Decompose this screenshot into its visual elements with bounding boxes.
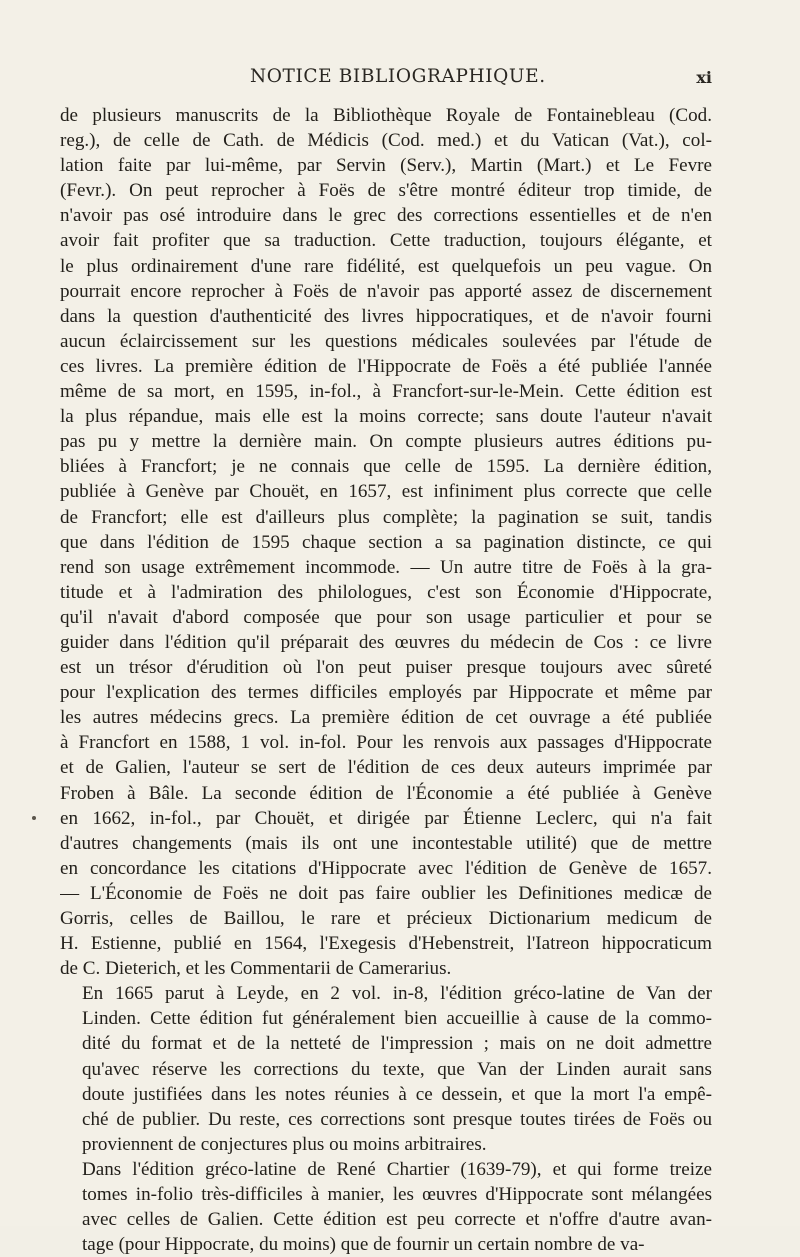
text-line: à Francfort en 1588, 1 vol. in-fol. Pour les renvois aux passages d'Hippocrate <box>60 732 712 754</box>
text-line: n'avoir pas osé introduire dans le grec des corrections essentielles et de n'en <box>60 205 712 227</box>
text-line: avec celles de Galien. Cette édition est peu correcte et n'offre d'autre avan- <box>82 1209 712 1231</box>
text-line: reg.), de celle de Cath. de Médicis (Cod. med.) et du Vatican (Vat.), col- <box>60 130 712 152</box>
text-line: En 1665 parut à Leyde, en 2 vol. in-8, l'édition gréco-latine de Van der <box>82 983 712 1005</box>
page-number: xi <box>696 68 712 87</box>
text-line: de C. Dieterich, et les Commentarii de Camerarius. <box>60 958 452 980</box>
text-line: dité du format et de la netteté de l'impression ; mais on ne doit admettre <box>82 1033 712 1055</box>
text-line: même de sa mort, en 1595, in-fol., à Francfort-sur-le-Mein. Cette édition est <box>60 381 712 403</box>
text-line: est un trésor d'érudition où l'on peut puiser presque toujours avec sûreté <box>60 657 712 679</box>
text-line: qu'il n'avait d'abord composée que pour son usage particulier et pour se <box>60 606 712 628</box>
text-line: guider dans l'édition qu'il préparait des œuvres du médecin de Cos : ce livre <box>60 631 712 653</box>
text-line: avoir fait profiter que sa traduction. Cette traduction, toujours élégante, et <box>60 230 712 252</box>
text-line: pourrait encore reprocher à Foës de n'avoir pas apporté assez de discernement <box>60 280 712 302</box>
text-line: — L'Économie de Foës ne doit pas faire oublier les Definitiones medicæ de <box>60 882 712 904</box>
text-line: en concordance les citations d'Hippocrate avec l'édition de Genève de 1657. <box>60 857 712 879</box>
text-line: les autres médecins grecs. La première édition de cet ouvrage a été publiée <box>60 707 712 729</box>
text-line: en 1662, in-fol., par Chouët, et dirigée par Étienne Leclerc, qui n'a fait <box>60 807 712 829</box>
text-line: titude et à l'admiration des philologues, c'est son Économie d'Hippocrate, <box>60 581 712 603</box>
text-line: de Francfort; elle est d'ailleurs plus complète; la pagination se suit, tandis <box>60 506 712 528</box>
text-line: ché de publier. Du reste, ces corrections sont presque toutes tirées de Foës ou <box>82 1108 712 1130</box>
text-line: aucun éclaircissement sur les questions médicales soulevées par l'étude de <box>60 330 712 352</box>
text-line: pas pu y mettre la dernière main. On compte plusieurs autres éditions pu- <box>60 431 712 453</box>
text-line: dans la question d'authenticité des livres hippocratiques, et de n'avoir fourni <box>60 305 712 327</box>
text-line: (Fevr.). On peut reprocher à Foës de s'être montré éditeur trop timide, de <box>60 180 712 202</box>
paragraph <box>60 103 712 981</box>
paragraph <box>60 981 712 1157</box>
text-line: ces livres. La première édition de l'Hippocrate de Foës a été publiée l'année <box>60 355 712 377</box>
text-line: la plus répandue, mais elle est la moins correcte; sans doute l'auteur n'avait <box>60 406 712 428</box>
text-line: Dans l'édition gréco-latine de René Chartier (1639-79), et qui forme treize <box>82 1158 712 1180</box>
text-line: de plusieurs manuscrits de la Bibliothèque Royale de Fontainebleau (Cod. <box>60 105 712 126</box>
text-line: lation faite par lui-même, par Servin (Serv.), Martin (Mart.) et Le Fevre <box>60 155 712 177</box>
text-line: d'autres changements (mais ils ont une incontestable utilité) que de mettre <box>60 832 712 854</box>
text-line: proviennent de conjectures plus ou moins arbitraires. <box>82 1133 487 1155</box>
page-header <box>60 66 712 96</box>
text-line: H. Estienne, publié en 1564, l'Exegesis d'Hebenstreit, l'Iatreon hippocraticum <box>60 933 712 955</box>
paragraph <box>60 1157 712 1257</box>
text-line: tomes in-folio très-difficiles à manier, les œuvres d'Hippocrate sont mélangées <box>82 1184 712 1206</box>
margin-dot-mark <box>32 816 36 820</box>
body-text <box>60 103 712 1257</box>
text-line: doute justifiées dans les notes réunies à ce dessein, et que la mort l'a empê- <box>82 1083 712 1105</box>
text-line: pour l'explication des termes difficiles employés par Hippocrate et même par <box>60 682 712 704</box>
text-line: rend son usage extrêmement incommode. — Un autre titre de Foës à la gra- <box>60 556 712 578</box>
text-line: Froben à Bâle. La seconde édition de l'Économie a été publiée à Genève <box>60 782 712 804</box>
running-head: NOTICE BIBLIOGRAPHIQUE. <box>250 66 546 87</box>
text-line: Linden. Cette édition fut généralement bien accueillie à cause de la commo- <box>82 1008 712 1030</box>
text-line: le plus ordinairement d'une rare fidélité, est quelquefois un peu vague. On <box>60 255 712 277</box>
text-line: Gorris, celles de Baillou, le rare et précieux Dictionarium medicum de <box>60 908 712 929</box>
text-line: que dans l'édition de 1595 chaque section a sa pagination distincte, ce qui <box>60 531 712 553</box>
text-line: publiée à Genève par Chouët, en 1657, est infiniment plus correcte que celle <box>60 481 712 503</box>
text-line: et de Galien, l'auteur se sert de l'édition de ces deux auteurs imprimée par <box>60 757 712 779</box>
text-line: tage (pour Hippocrate, du moins) que de fournir un certain nombre de va- <box>82 1234 645 1256</box>
text-line: bliées à Francfort; je ne connais que celle de 1595. La dernière édition, <box>60 456 712 478</box>
text-line: qu'avec réserve les corrections du texte, que Van der Linden aurait sans <box>82 1058 712 1080</box>
